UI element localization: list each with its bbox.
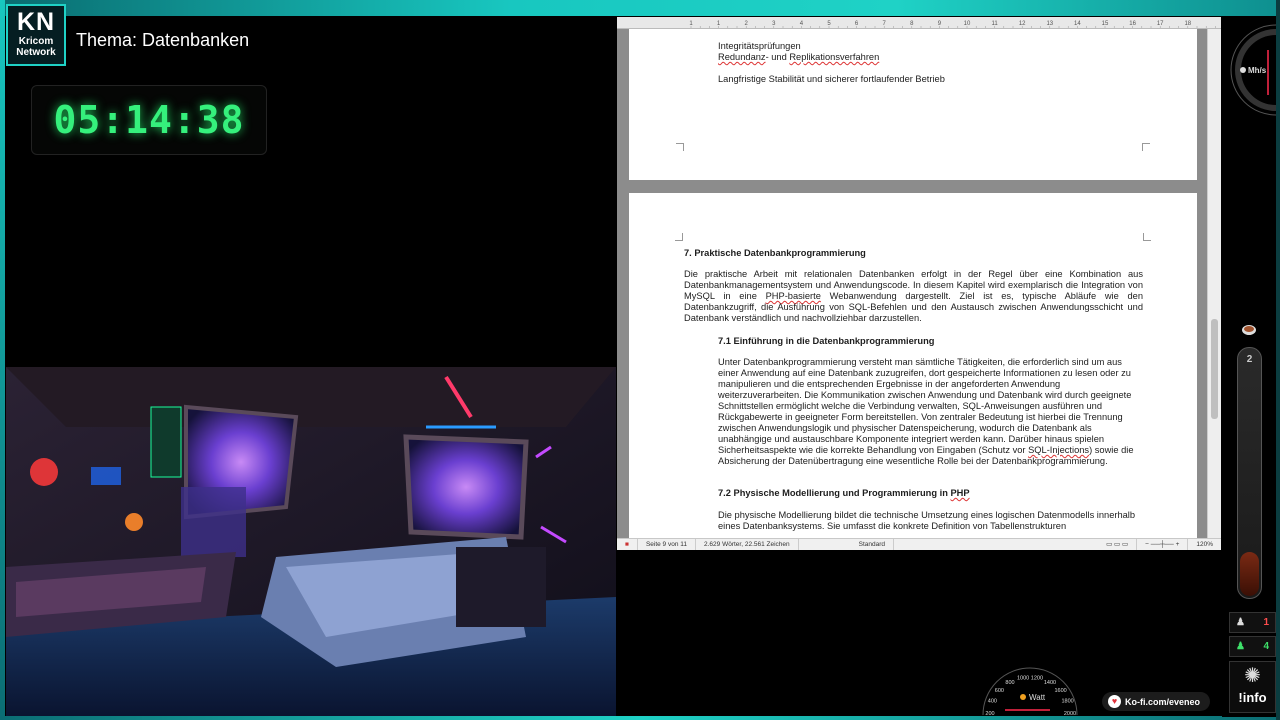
ruler-number: 15 xyxy=(1101,21,1109,27)
doc-status-icon[interactable]: ■ xyxy=(617,539,638,550)
coffee-cup-icon xyxy=(1240,322,1258,340)
page1-line-1: Integritätsprüfungen xyxy=(718,41,801,51)
ruler-number: 14 xyxy=(1074,21,1081,27)
coffee-level-fill xyxy=(1240,552,1259,596)
spellcheck-word[interactable]: Redundanz xyxy=(718,52,766,62)
document-editor-window[interactable] xyxy=(617,17,1221,550)
ruler-number: 18 xyxy=(1184,21,1192,27)
spellcheck-word[interactable]: Replikationsverfahren xyxy=(789,52,880,62)
para71-part-a: Unter Datenbankprogrammierung versteht man sämtliche Tätigkeiten, die erforderlich sind um aus einer Anwendung auf eine Datenbank zuzugreifen, dort gespeicherte Informationen zu lesen oder zu manipulieren und die entsprechenden Ergebnisse in der angeforderten Anwendung weiterzuverarbeiten. Die Kommunikation zwischen Anwendung und Datenbank wird durch geeignete Schnittstellen ermöglicht welche die Verbindung verwalten, SQL-Anweisungen ausführen und Rückgabewerte in geeigneter Form bereitstellen. Von zentraler Bedeutung ist hierbei die Trennung zwischen Anwendungslogik und physischer Datenspeicherung, wodurch die Datenbank als unabhängige und austauschbare Komponente integriert werden kann. Darüber hinaus spielen Sicherheitsaspekte wie die korrekte Behandlung von Eingaben (Schutz vor xyxy=(718,357,1132,455)
page1-line-2 xyxy=(718,52,879,63)
ruler-number: 11 xyxy=(991,21,998,27)
kofi-link[interactable] xyxy=(1102,692,1210,711)
document-page-current[interactable] xyxy=(629,193,1197,538)
viewer-stat-b xyxy=(1229,636,1276,657)
zoom-slider[interactable]: − ──┼── + xyxy=(1137,539,1188,550)
ruler-number: 17 xyxy=(1156,21,1164,27)
watt-tick-label: 2000 xyxy=(1063,711,1077,717)
user-icon: ♟ xyxy=(1236,641,1245,652)
horizontal-ruler[interactable] xyxy=(617,17,1221,29)
para7-part-a: Die praktische Arbeit mit relationalen Datenbanken erfolgt in der Regel über eine Kombination aus Datenbankmanagementsystem und Anwendungscode. In diesem Kapitel wird exemplarisch die Integration von MySQL in eine xyxy=(684,269,1143,301)
frame-top xyxy=(0,0,1280,16)
background-room-image xyxy=(6,367,616,716)
viewer-count-b: 4 xyxy=(1263,641,1269,652)
virus-icon: ✺ xyxy=(1244,665,1261,687)
ruler-number: 2 xyxy=(744,21,748,27)
ruler-number: 5 xyxy=(827,21,831,27)
hashrate-gauge xyxy=(1222,20,1276,120)
margin-mark xyxy=(675,233,683,241)
margin-mark xyxy=(1143,233,1151,241)
ruler-number: 1 xyxy=(716,21,721,27)
viewer-count-a: 1 xyxy=(1263,617,1269,628)
ruler-number: 12 xyxy=(1018,21,1026,27)
watt-label: Watt xyxy=(1029,693,1046,702)
ruler-number: 16 xyxy=(1129,21,1136,27)
spellcheck-word[interactable]: PHP-basierte xyxy=(765,291,821,301)
ruler-number: 1 xyxy=(689,21,693,27)
page1-line-3: Langfristige Stabilität und sicherer fortlaufender Betrieb xyxy=(718,74,945,84)
status-page[interactable]: Seite 9 von 11 xyxy=(638,539,696,550)
logo-abbr: KN xyxy=(16,8,56,36)
watt-tick-label: 400 xyxy=(987,698,997,705)
status-words[interactable]: 2.629 Wörter, 22.561 Zeichen xyxy=(696,539,799,550)
para71-part-b: ) sowie die Absicherung der Datenübertragung eine wesentliche Rolle bei der Datenbankprogrammierung. xyxy=(718,445,1134,466)
logo-line2: Network xyxy=(16,47,56,58)
view-layout-icons[interactable]: ▭ ▭ ▭ xyxy=(1098,539,1137,550)
watt-tick-label: 1800 xyxy=(1061,698,1074,705)
watt-tick-label: 600 xyxy=(994,687,1004,694)
ruler-number: 6 xyxy=(854,21,859,27)
heading-section-7-2 xyxy=(718,488,970,498)
para7-part-b: Webanwendung dargestellt. Ziel ist es, typische Abläufe wie den Datenbankzugriff, die Ausführung von SQL-Befehlen und den Austausch zwischen Anwendungsschicht und Datenbank verständlich und nachvollziehbar darzustellen. xyxy=(684,291,1144,323)
kofi-text: Ko-fi.com/eveneo xyxy=(1125,696,1201,707)
status-zoom[interactable]: 120% xyxy=(1196,541,1213,548)
watt-tick-label: 800 xyxy=(1005,679,1015,686)
watt-tick-label: 1000 xyxy=(1016,675,1030,682)
kofi-heart-icon: ♥ xyxy=(1108,695,1121,708)
paragraph-section-7-2: Die physische Modellierung bildet die technische Umsetzung eines logischen Datenmodells innerhalb eines Datenbanksystems. Sie umfasst die konkrete Definition von Tabellenstrukturen xyxy=(718,510,1136,531)
watt-tick-label: 1200 xyxy=(1030,675,1044,682)
ruler-scale xyxy=(617,17,1221,29)
heading-section-7-1: 7.1 Einführung in die Datenbankprogrammierung xyxy=(718,336,935,346)
watt-tick-label: 1600 xyxy=(1054,687,1067,694)
channel-logo xyxy=(6,4,66,66)
info-command: !info xyxy=(1238,690,1267,705)
viewer-stat-a xyxy=(1229,612,1276,633)
frame-right xyxy=(1276,0,1280,720)
coffee-level-count: 2 xyxy=(1246,354,1253,365)
status-bar xyxy=(617,538,1221,550)
watt-tick-label: 1400 xyxy=(1043,679,1057,686)
watt-tick-label: 200 xyxy=(985,711,995,717)
margin-mark xyxy=(676,143,684,151)
spellcheck-word[interactable]: PHP xyxy=(950,488,970,498)
document-canvas[interactable] xyxy=(617,29,1207,538)
ruler-number: 7 xyxy=(882,21,886,27)
paragraph-section-7-1 xyxy=(718,357,1143,467)
heading72-text: 7.2 Physische Modellierung und Programmierung in xyxy=(718,488,951,498)
stream-topic: Thema: Datenbanken xyxy=(76,30,250,50)
info-command-panel xyxy=(1229,661,1276,713)
frame-left xyxy=(0,0,5,720)
ruler-number: 13 xyxy=(1046,21,1054,27)
spellcheck-word[interactable]: SQL-Injections xyxy=(1028,445,1090,455)
vertical-scrollbar[interactable] xyxy=(1207,29,1221,538)
margin-mark xyxy=(1142,143,1150,151)
ruler-number: 3 xyxy=(772,21,776,27)
coffee-level-tube xyxy=(1237,347,1262,599)
page1-line-2-mid: - und xyxy=(765,52,790,62)
ruler-number: 10 xyxy=(963,21,971,27)
stream-timer: 05:14:38 xyxy=(31,85,267,155)
paragraph-chapter-7 xyxy=(684,269,1143,324)
logo-line1: Kricom xyxy=(18,36,54,47)
spaceship-room-illustration xyxy=(6,367,616,716)
ruler-number: 9 xyxy=(937,21,942,27)
document-page-previous[interactable] xyxy=(629,29,1197,180)
power-gauge xyxy=(975,655,1085,717)
status-style[interactable]: Standard xyxy=(799,539,894,550)
frame-bottom xyxy=(0,716,1280,720)
scrollbar-thumb[interactable] xyxy=(1211,319,1218,419)
user-icon: ♟ xyxy=(1236,617,1245,628)
gauge-unit-label: Mh/s xyxy=(1248,66,1267,75)
ruler-number: 4 xyxy=(799,21,804,27)
heading-chapter-7: 7. Praktische Datenbankprogrammierung xyxy=(684,248,866,258)
ruler-number: 8 xyxy=(910,21,914,27)
